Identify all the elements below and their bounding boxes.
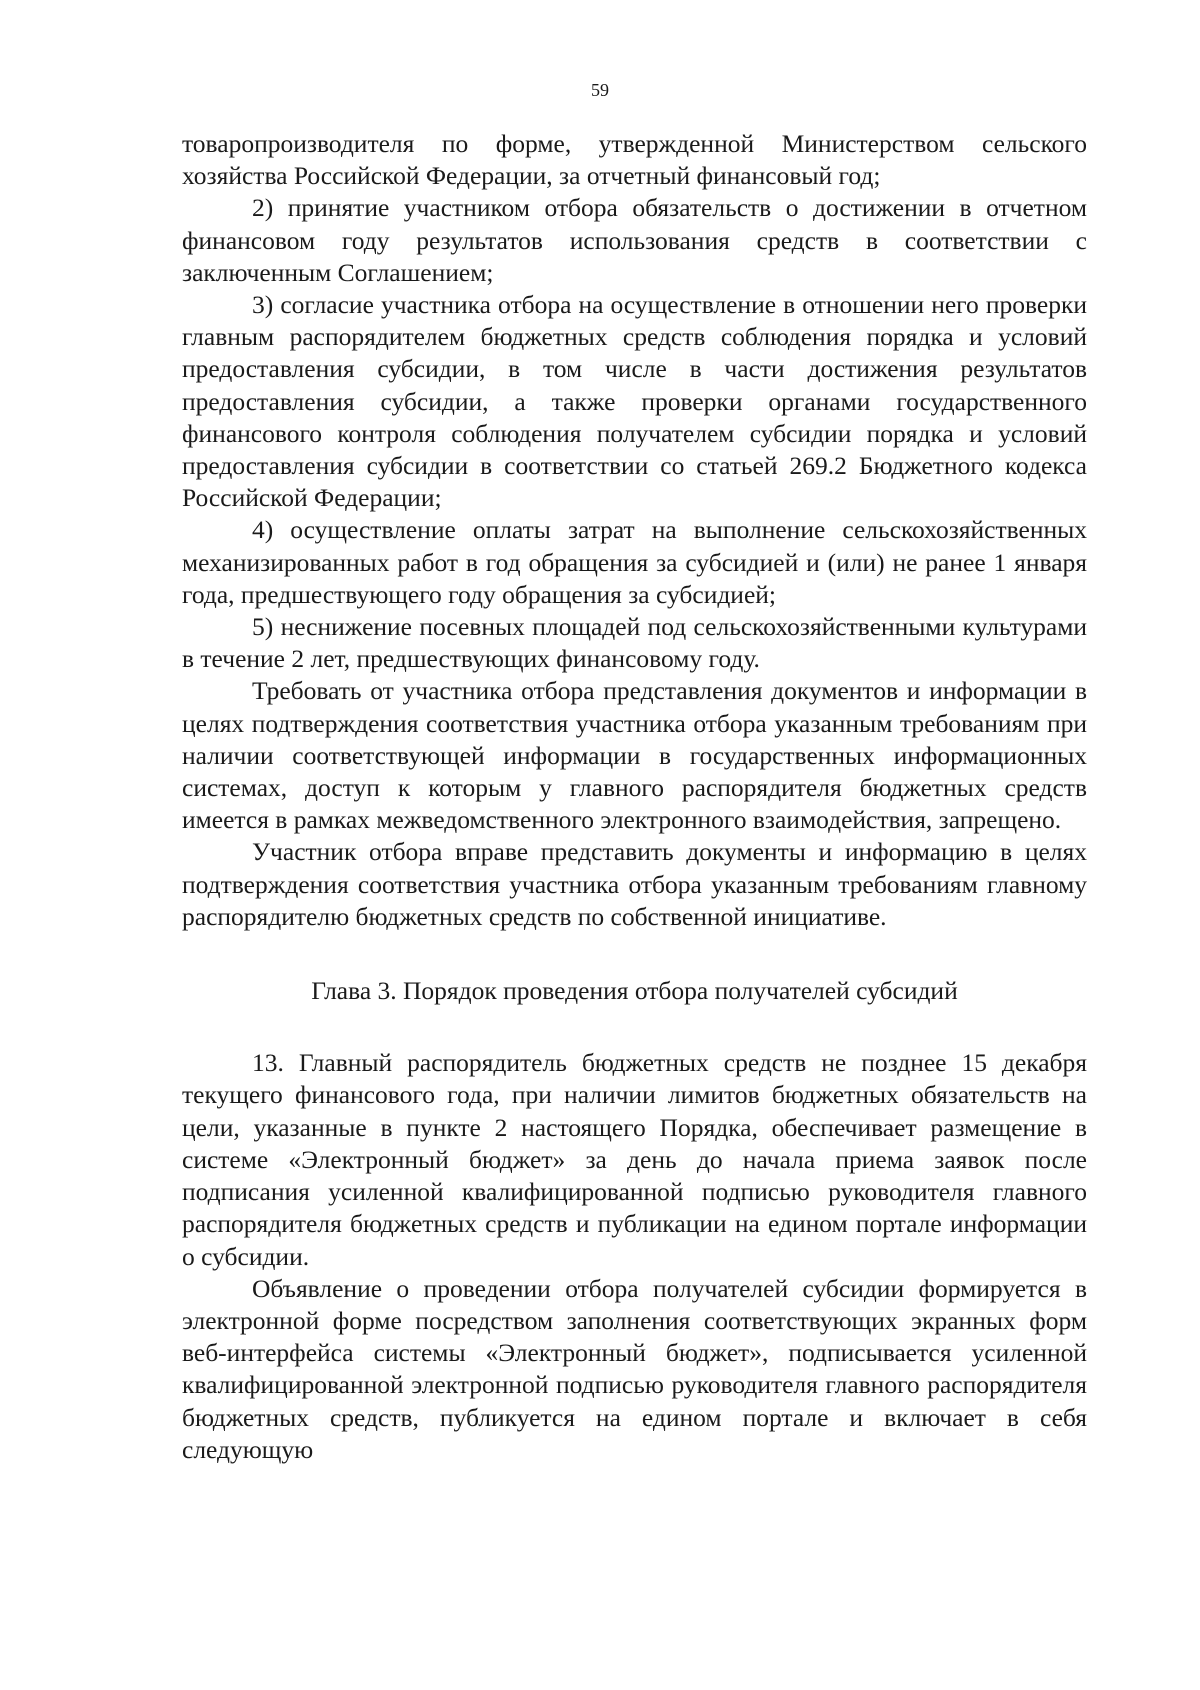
document-body [182, 128, 1087, 1466]
paragraph-item-2: 2) принятие участником отбора обязательств о достижении в отчетном финансовом году результатов использования средств в соответствии с заключенным Соглашением; [182, 193, 1087, 287]
paragraph-section-13: 13. Главный распорядитель бюджетных средств не позднее 15 декабря текущего финансового года, при наличии лимитов бюджетных обязательств на цели, указанные в пункте 2 настоящего Порядка, обеспечивает размещение в системе «Электронный бюджет» за день до начала приема заявок после подписания усиленной квалифицированной подписью руководителя главного распорядителя бюджетных средств и публикации на едином портале информации о субсидии. [182, 1048, 1087, 1271]
chapter-heading: Глава 3. Порядок проведения отбора получателей субсидий [311, 976, 958, 1006]
paragraph-item-4: 4) осуществление оплаты затрат на выполнение сельскохозяйственных механизированных работ в год обращения за субсидией и (или) не ранее 1 января года, предшествующего году обращения за субсидией; [182, 515, 1087, 609]
paragraph-document-request-prohibition: Требовать от участника отбора представления документов и информации в целях подтверждения соответствия участника отбора указанным требованиям при наличии соответствующей информации в государственных информационных системах, доступ к которым у главного распорядителя бюджетных средств имеется в рамках межведомственного электронного взаимодействия, запрещено. [182, 676, 1087, 835]
paragraph-continuation: товаропроизводителя по форме, утвержденной Министерством сельского хозяйства Российской Федерации, за отчетный финансовый год; [182, 129, 1087, 191]
paragraph-item-3: 3) согласие участника отбора на осуществление в отношении него проверки главным распорядителем бюджетных средств соблюдения порядка и условий предоставления субсидии, в том числе в части достижения результатов предоставления субсидии, а также проверки органами государственного финансового контроля соблюдения получателем субсидии порядка и условий предоставления субсидии в соответствии со статьей 269.2 Бюджетного кодекса Российской Федерации; [182, 290, 1087, 513]
paragraph-announcement: Объявление о проведении отбора получателей субсидии формируется в электронной форме посредством заполнения соответствующих экранных форм веб-интерфейса системы «Электронный бюджет», подписывается усиленной квалифицированной электронной подписью руководителя главного распорядителя бюджетных средств, публикуется на едином портале и включает в себя следующую [182, 1273, 1087, 1464]
paragraph-own-initiative: Участник отбора вправе представить документы и информацию в целях подтверждения соответствия участника отбора указанным требованиям главному распорядителю бюджетных средств по собственной инициативе. [182, 837, 1087, 931]
page-number: 59 [591, 80, 609, 100]
paragraph-item-5: 5) неснижение посевных площадей под сельскохозяйственными культурами в течение 2 лет, предшествующих финансовому году. [182, 612, 1087, 674]
